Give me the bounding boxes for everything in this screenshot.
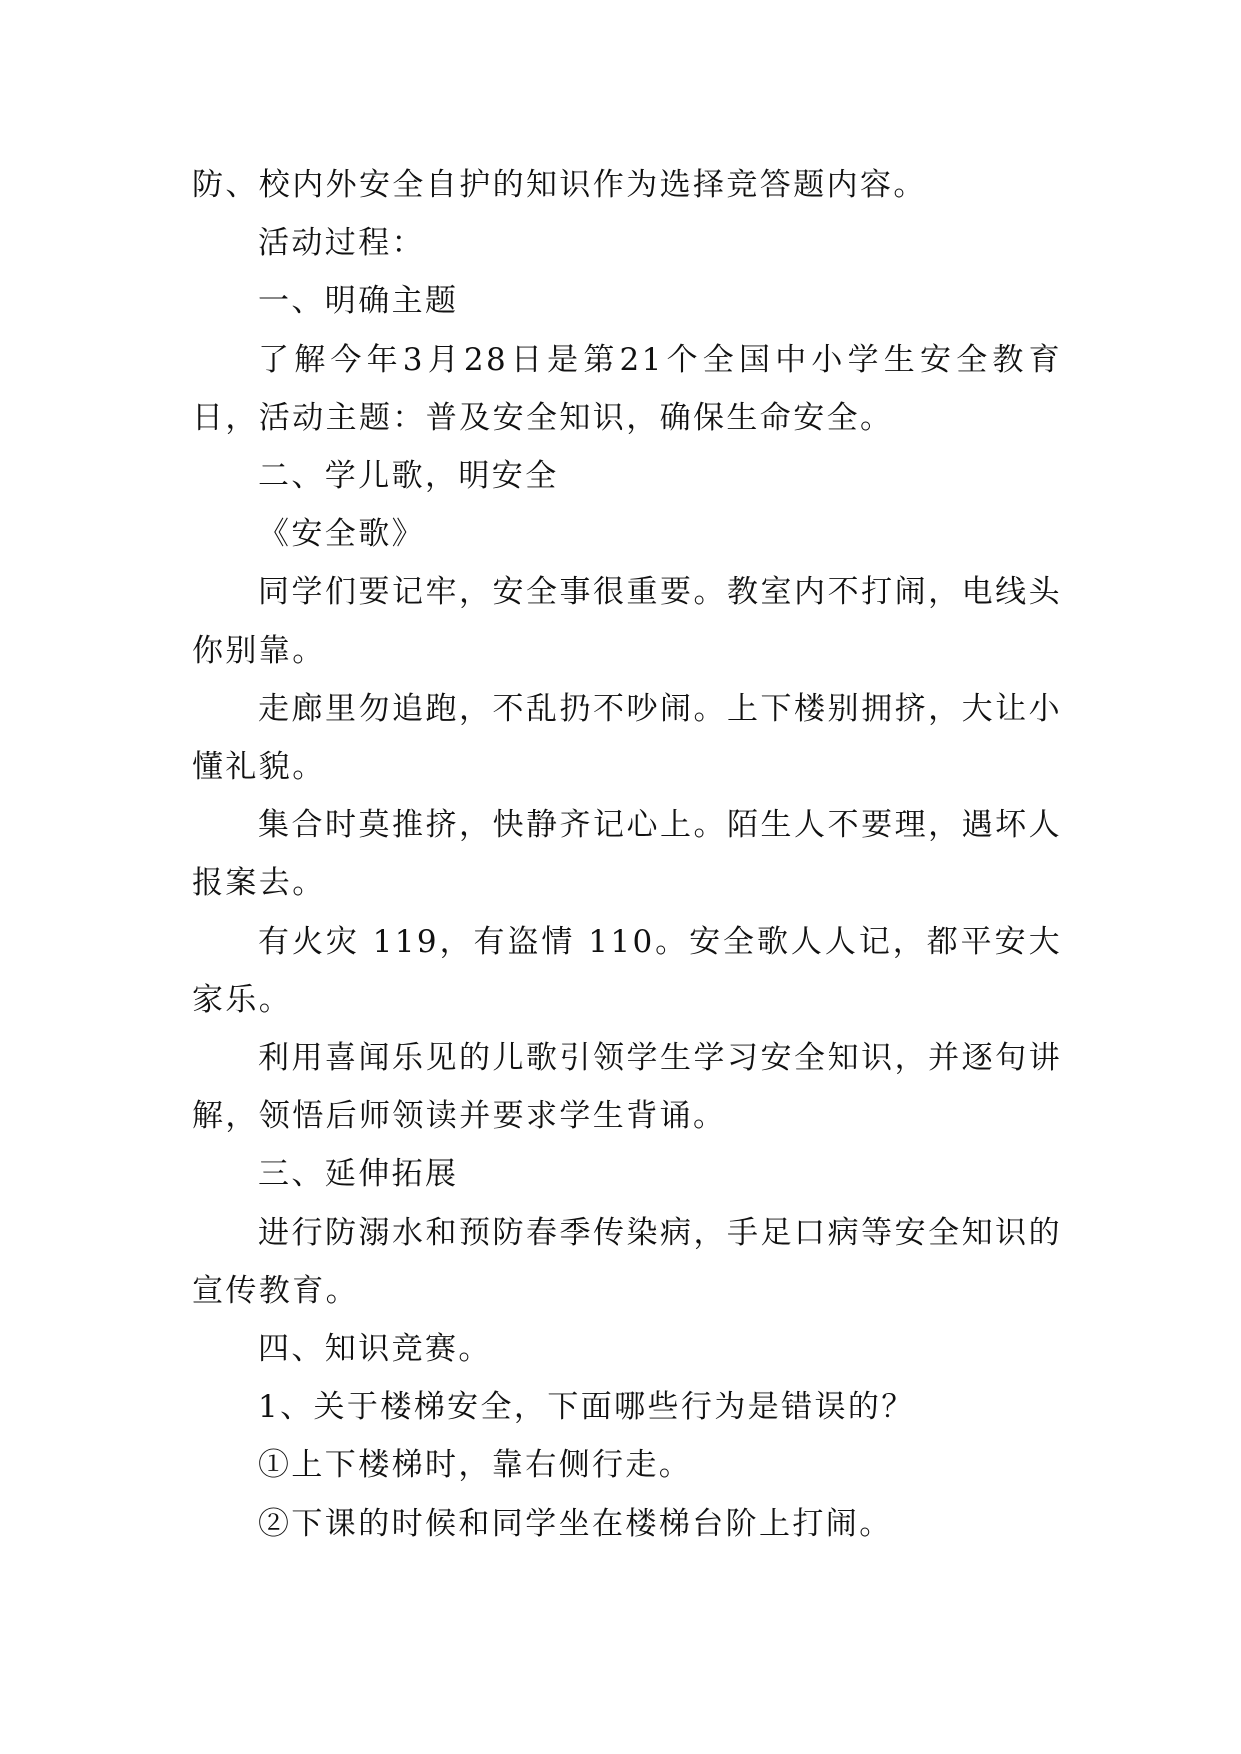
paragraph-theme-description: 了解今年3月28日是第21个全国中小学生安全教育日，活动主题：普及安全知识，确保生命安全。 [192, 341, 1062, 436]
paragraph-continuation: 防、校内外安全自护的知识作为选择竞答题内容。 [192, 167, 927, 203]
heading-quiz: 四、知识竞赛。 [258, 1331, 492, 1368]
quiz-option-2: ②下课的时候和同学坐在楼梯台阶上打闹。 [258, 1505, 893, 1542]
song-verse-1: 同学们要记牢，安全事很重要。教室内不打闹，电线头你别靠。 [192, 574, 1062, 669]
song-verse-3: 集合时莫推挤，快静齐记心上。陌生人不要理，遇坏人报案去。 [192, 807, 1062, 902]
song-verse-2: 走廊里勿追跑，不乱扔不吵闹。上下楼别拥挤，大让小懂礼貌。 [192, 690, 1062, 786]
song-verse-4: 有火灾 119，有盗情 110。安全歌人人记，都平安大家乐。 [192, 923, 1062, 1018]
heading-clarify-theme: 一、明确主题 [258, 283, 459, 320]
paragraph-activity-process: 活动过程： [258, 225, 425, 262]
quiz-option-1: ①上下楼梯时，靠右侧行走。 [258, 1447, 693, 1484]
paragraph-extension-detail: 进行防溺水和预防春季传染病，手足口病等安全知识的宣传教育。 [192, 1214, 1062, 1309]
song-title: 《安全歌》 [258, 516, 425, 553]
heading-learn-song: 二、学儿歌，明安全 [258, 458, 559, 495]
document-body [192, 156, 1062, 1553]
heading-extension: 三、延伸拓展 [258, 1156, 459, 1193]
paragraph-song-usage: 利用喜闻乐见的儿歌引领学生学习安全知识，并逐句讲解，领悟后师领读并要求学生背诵。 [192, 1040, 1062, 1135]
quiz-question-1: 1、关于楼梯安全，下面哪些行为是错误的？ [258, 1389, 915, 1426]
